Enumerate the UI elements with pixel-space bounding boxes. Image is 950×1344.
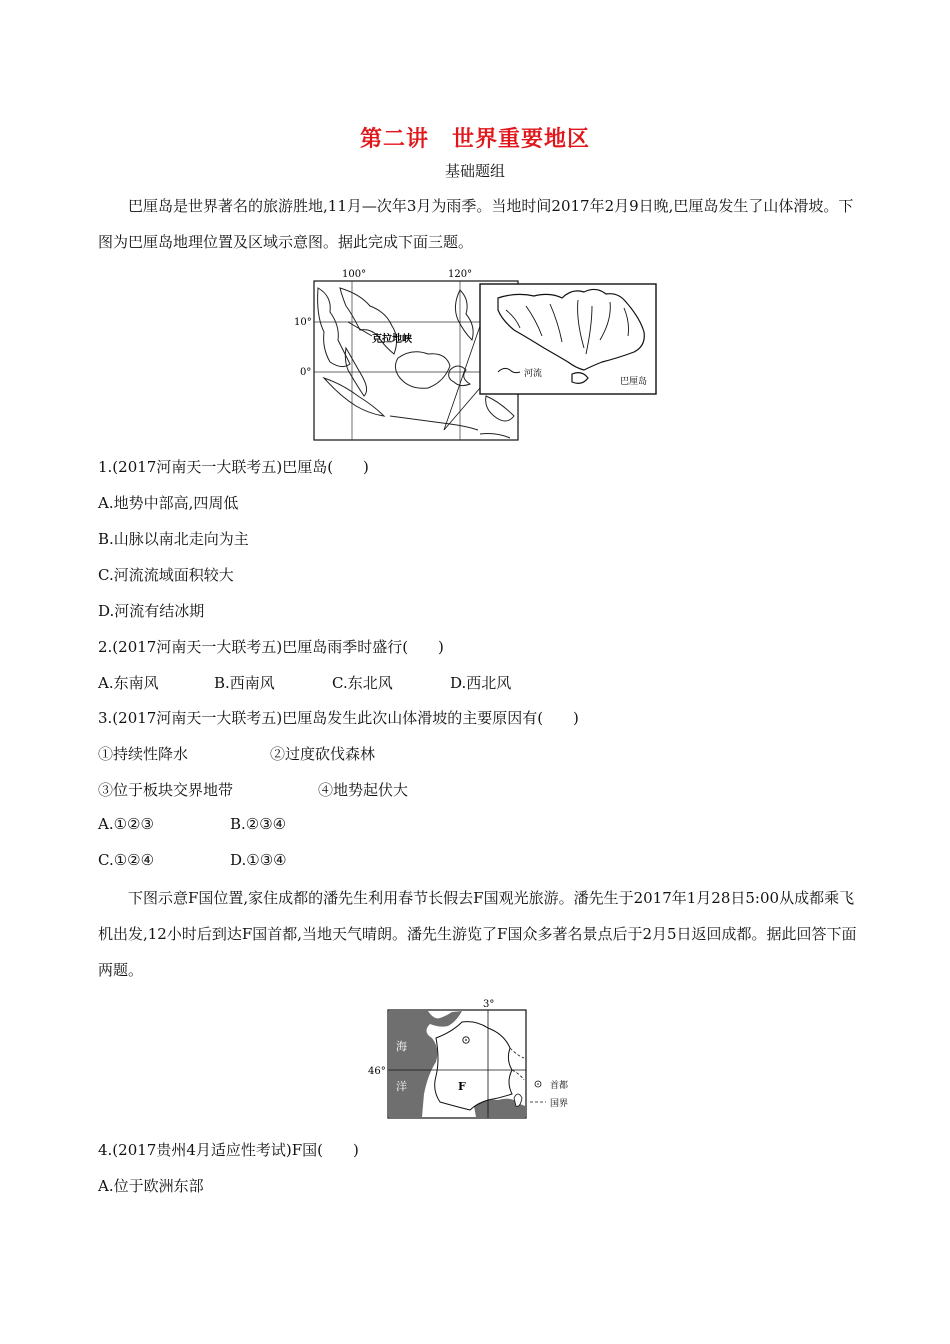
legend-river-label: 河流 [524, 369, 543, 379]
lon-100-label: 100° [342, 269, 367, 280]
bali-location-map [294, 266, 660, 446]
question-2-options [98, 672, 511, 693]
intro-paragraph-1: 巴厘岛是世界著名的旅游胜地,11月—次年3月为雨季。当地时间2017年2月9日晚,巴厘岛发生了山体滑坡。下图为巴厘岛地理位置及区域示意图。据此完成下面三题。 [98, 197, 854, 251]
page-title: 第二讲 世界重要地区 [359, 127, 590, 152]
section-subtitle: 基础题组 [444, 162, 505, 180]
question-3-option-d: D.①③④ [230, 851, 287, 869]
question-3-statement-4: ④地势起伏大 [318, 781, 409, 799]
kra-isthmus-label: 克拉地峡 [372, 334, 412, 345]
lon-120-label: 120° [448, 269, 473, 280]
map2-lon-label: 3° [483, 999, 495, 1010]
question-3-options-cd [98, 851, 287, 869]
bali-island-label: 巴厘岛 [620, 377, 648, 387]
country-f-label: F [458, 1080, 466, 1093]
question-3-option-a: A.①②③ [98, 815, 154, 833]
question-1-option-a: A.地势中部高,四周低 [98, 494, 239, 512]
question-2-stem: 2.(2017河南天一大联考五)巴厘岛雨季时盛行( ) [98, 638, 444, 656]
sea-label-1: 海 [396, 1040, 407, 1053]
lat-0-label: 0° [300, 367, 312, 378]
question-4-option-a: A.位于欧洲东部 [98, 1177, 204, 1195]
question-1-option-c: C.河流流域面积较大 [98, 566, 234, 584]
legend-border-label: 国界 [550, 1099, 569, 1109]
map2-lat-label: 46° [368, 1066, 386, 1077]
question-3-option-c: C.①②④ [98, 851, 155, 869]
question-1-stem: 1.(2017河南天一大联考五)巴厘岛( ) [98, 458, 369, 476]
question-2-option-b: B.西南风 [214, 674, 275, 692]
question-3-statement-2: ②过度砍伐森林 [270, 745, 376, 763]
question-3-options-ab [98, 815, 286, 833]
legend-capital-label: 首都 [550, 1081, 569, 1091]
lat-10-label: 10° [294, 317, 312, 328]
sea-label-2: 洋 [396, 1080, 407, 1093]
question-3-statements-1 [98, 743, 375, 764]
intro-paragraph-2: 下图示意F国位置,家住成都的潘先生利用春节长假去F国观光旅游。潘先生于2017年1月28日5:00从成都乘飞机出发,12小时后到达F国首都,当地天气晴朗。潘先生游览了F国众多著名景点后于2月5日返回成都。据此回答下面两题。 [98, 889, 857, 979]
question-1-option-b: B.山脉以南北走向为主 [98, 530, 249, 548]
question-1-option-d: D.河流有结冰期 [98, 602, 205, 620]
question-2-option-c: C.东北风 [332, 674, 393, 692]
question-3-stem: 3.(2017河南天一大联考五)巴厘岛发生此次山体滑坡的主要原因有( ) [98, 709, 579, 727]
question-2-option-a: A.东南风 [98, 674, 159, 692]
question-3-statement-3: ③位于板块交界地带 [98, 781, 234, 799]
question-3-statements-2 [98, 779, 408, 800]
france-location-map [366, 998, 592, 1122]
question-3-option-b: B.②③④ [230, 815, 287, 833]
question-3-statement-1: ①持续性降水 [98, 745, 189, 763]
question-2-option-d: D.西北风 [450, 674, 512, 692]
question-4-stem: 4.(2017贵州4月适应性考试)F国( ) [98, 1141, 359, 1159]
